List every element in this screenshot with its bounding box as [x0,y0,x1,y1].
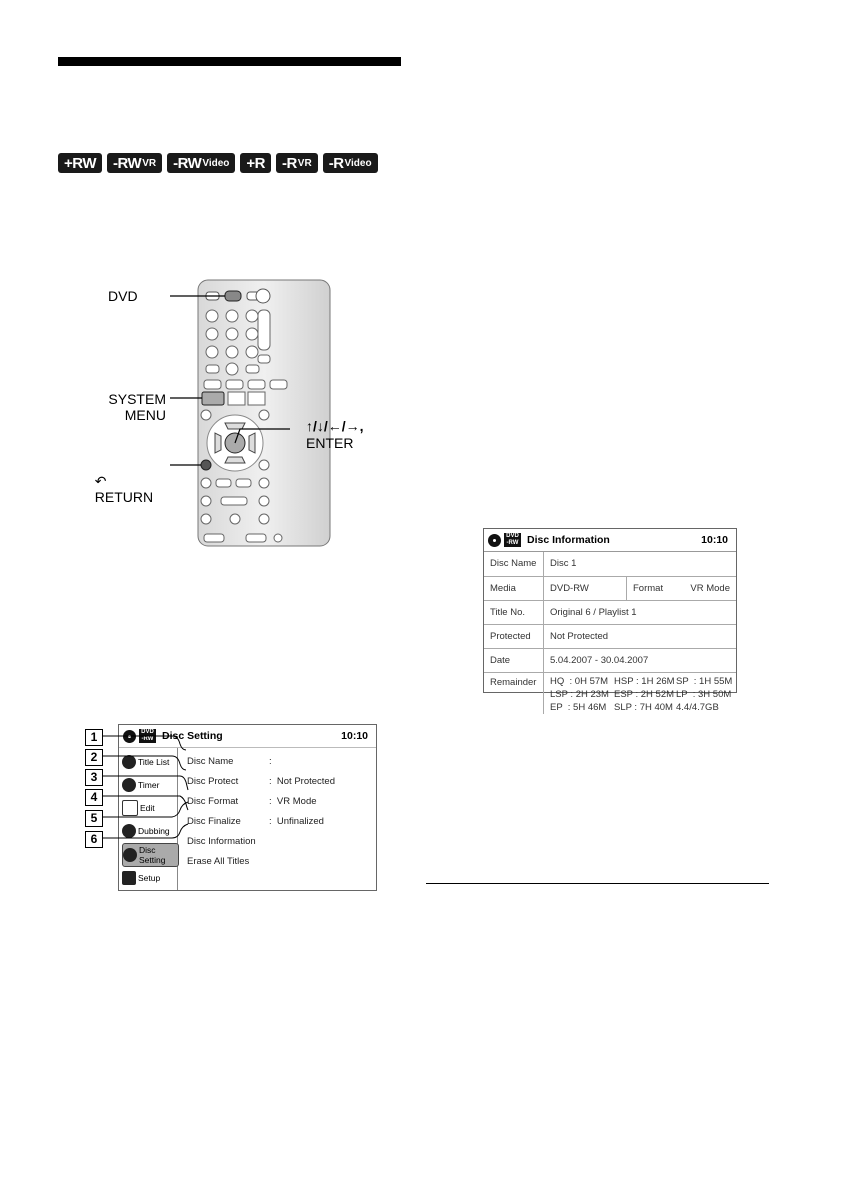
badge-minus-r-vr: -R VR [276,153,318,173]
row-value: VR Mode [676,576,736,600]
screen-title: Disc Information [527,534,610,546]
dvd-rw-icon: DVD -RW [139,729,156,743]
table-row [484,672,736,714]
row-value: Original 6 / Playlist 1 [544,600,737,624]
menu-item-disc-name[interactable]: Disc Name [187,756,234,767]
badge-plus-r: +R [240,153,271,173]
screen-time: 10:10 [341,730,368,742]
sidebar-item-setup[interactable]: Setup [122,867,177,889]
table-row [484,624,736,648]
sidebar-item-dubbing[interactable]: Dubbing [122,820,177,842]
menu-value-disc-format: : VR Mode [269,796,317,807]
row-value: DVD-RW [544,576,627,600]
row-label: Title No. [484,600,544,624]
disc-information-screen [483,528,737,713]
disc-icon [488,534,501,547]
row-label: Disc Name [484,552,544,576]
sidebar-item-edit[interactable]: Edit [122,797,177,819]
remainder-cell: SLP : 7H 40M [614,701,673,713]
sidebar-item-timer[interactable]: Timer [122,774,177,796]
row-label: Date [484,648,544,672]
dvd-rw-icon: DVD -RW [504,533,521,547]
callout-number-3: 3 [85,769,103,786]
screen-time: 10:10 [701,534,728,546]
menu-value-disc-name: : [269,756,272,767]
row-label: Format [627,576,677,600]
remainder-cell: ESP : 2H 52M [614,688,675,700]
callout-number-5: 5 [85,810,103,827]
badge-minus-rw-video: -RW Video [167,153,235,173]
remainder-cell: LSP : 2H 23M [550,688,609,700]
remainder-cell: HSP : 1H 26M [614,675,675,687]
sidebar-item-disc-setting[interactable]: Disc Setting [122,843,179,867]
heading-rule [58,57,401,66]
badge-plus-rw: +RW [58,153,102,173]
dvd-button-label: DVD [108,288,138,304]
row-label: Media [484,576,544,600]
row-value: 5.04.2007 - 30.04.2007 [544,648,737,672]
row-value: Disc 1 [544,552,737,576]
callout-number-4: 4 [85,789,103,806]
menu-item-disc-finalize[interactable]: Disc Finalize [187,816,241,827]
menu-value-disc-finalize: : Unfinalized [269,816,324,827]
remainder-cell: 4.4/4.7GB [676,701,719,713]
menu-item-disc-format[interactable]: Disc Format [187,796,239,807]
table-row [484,576,736,600]
badge-minus-r-video: -R Video [323,153,378,173]
row-label: Remainder [484,672,544,714]
disc-information-table [484,552,736,714]
badge-minus-rw-vr: -RW VR [107,153,162,173]
table-row [484,552,736,576]
table-row [484,600,736,624]
menu-item-erase-all-titles[interactable]: Erase All Titles [187,856,250,867]
screen-title: Disc Setting [162,730,223,742]
remainder-cell: HQ : 0H 57M [550,675,609,687]
remainder-cell: SP : 1H 55M [676,675,733,687]
callout-number-2: 2 [85,749,103,766]
callout-lines [100,724,210,874]
remainder-cell: EP : 5H 46M [550,701,607,713]
sidebar-item-title-list[interactable]: Title List [122,751,177,773]
callout-number-1: 1 [85,729,103,746]
return-button-label: ↶ RETURN [94,473,154,505]
return-arrow-icon: ↶ [94,473,107,489]
menu-item-disc-information[interactable]: Disc Information [187,836,256,847]
system-menu-button-label: SYSTEM MENU [108,391,166,423]
remainder-grid [550,675,733,714]
enter-button-label: ENTER [306,435,354,451]
menu-value-disc-protect: : Not Protected [269,776,336,787]
section-divider [426,883,769,884]
disc-type-badges [58,153,388,175]
callout-number-6: 6 [85,831,103,848]
arrow-buttons-label: ↑/↓/←/→, [306,418,364,434]
table-row [484,648,736,672]
row-value: Not Protected [544,624,737,648]
remote-control-illustration [170,278,382,546]
remainder-cell: LP : 3H 50M [676,688,732,700]
menu-item-disc-protect[interactable]: Disc Protect [187,776,239,787]
disc-information-header [484,529,736,552]
row-label: Protected [484,624,544,648]
